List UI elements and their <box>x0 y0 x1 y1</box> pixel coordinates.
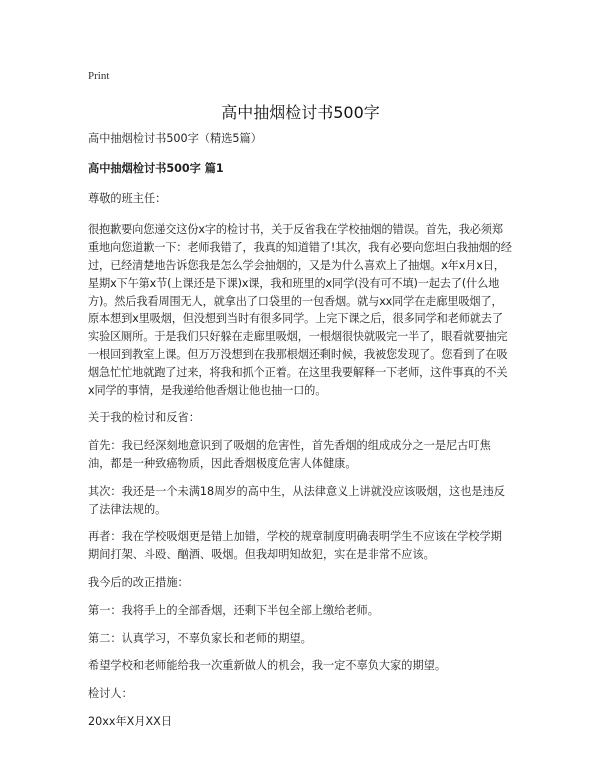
paragraph-correction-one: 第一：我将手上的全部香烟，还剩下半包全部上缴给老师。 <box>88 603 379 617</box>
signature-date: 20xx年X月XX日 <box>88 714 173 728</box>
section-heading: 高中抽烟检讨书500字 篇1 <box>88 161 224 175</box>
paragraph-second-point: 其次：我还是一个未满18周岁的高中生，从法律意义上讲就没应该吸烟，这也是违反了法律法规的。 <box>88 484 505 516</box>
paragraph-reflection-heading: 关于我的检讨和反省： <box>88 411 200 425</box>
paragraph-confession: 很抱歉要向您递交这份x字的检讨书，关于反省我在学校抽烟的错误。首先，我必须郑重地向您道歉一下：老师我错了，我真的知道错了!其次，我有必要向您坦白我抽烟的经过，已经清楚地告诉您我是怎么学会抽烟的，又是为什么喜欢上了抽烟。x年x月x日，星期x下午第x节(上课还是下课)x课，我和班里的x同学(没有可不填)一起去了(什么地方)。然后我看周围无人，就拿出了口袋里的一包香烟。就与xx同学在走廊里吸烟了，原本想到x里吸烟，但没想到当时有很多同学。上完下课之后，很多同学和老师就去了实验区厕所。于是我们只好躲在走廊里吸烟，一根烟很快就吸完一半了，眼看就要抽完一根回到教室上课。但万万没想到在我那根烟还剩时候，我被您发现了。您看到了在吸烟急忙忙地就跑了过来，将我和抓个正着。在这里我要解释一下老师，这件事真的不关x同学的事情，是我递给他香烟让他也抽一口的。 <box>88 223 512 397</box>
print-label: Print <box>88 70 110 82</box>
document-subtitle: 高中抽烟检讨书500字（精选5篇） <box>88 132 262 145</box>
document-body <box>88 130 513 741</box>
signature-label: 检讨人： <box>88 687 133 701</box>
paragraph-third-point: 再者：我在学校吸烟更是错上加错，学校的规章制度明确表明学生不应该在学校学期期间打架、斗殴、酗酒、吸烟。但我却明知故犯，实在是非常不应该。 <box>88 530 502 562</box>
paragraph-correction-heading: 我今后的改正措施： <box>88 575 189 589</box>
paragraph-first-point: 首先：我已经深刻地意识到了吸烟的危害性，首先香烟的组成成分之一是尼古叮焦油，都是一种致癌物质，因此香烟极度危害人体健康。 <box>88 439 491 470</box>
paragraph-closing: 希望学校和老师能给我一次重新做人的机会，我一定不辜负大家的期望。 <box>88 659 447 673</box>
page-title: 高中抽烟检讨书500字 <box>221 103 380 122</box>
salutation: 尊敬的班主任： <box>88 191 167 205</box>
paragraph-correction-two: 第二：认真学习，不辜负家长和老师的期望。 <box>88 631 312 645</box>
